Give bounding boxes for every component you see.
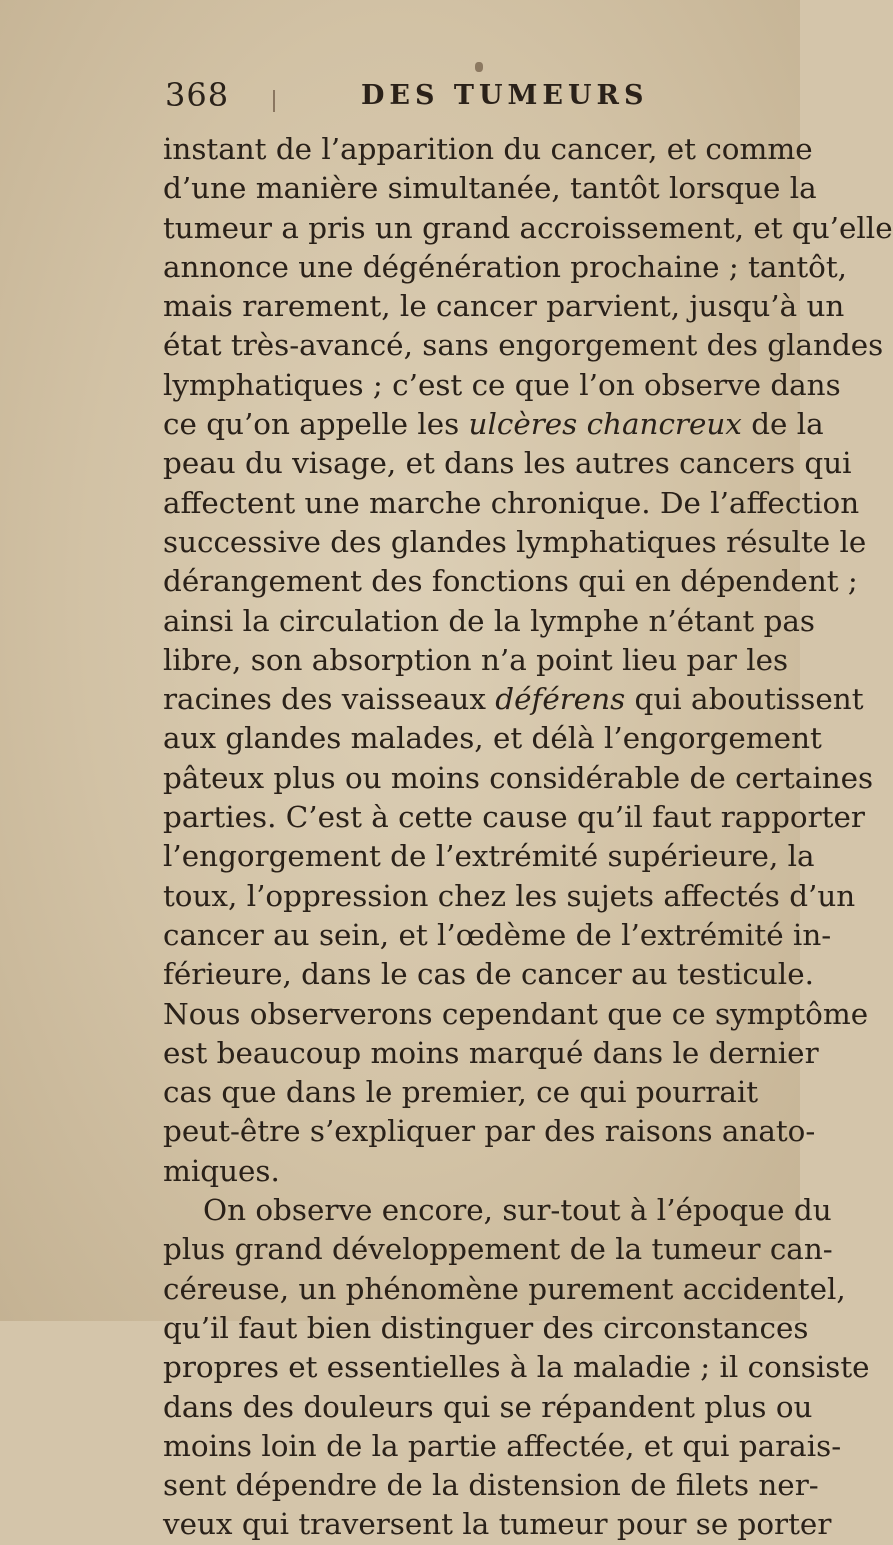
running-title: DES TUMEURS (361, 80, 649, 111)
text-line: ainsi la circulation de la lymphe n’étant pas (163, 603, 816, 638)
page-header (165, 76, 755, 122)
text-line (163, 405, 824, 444)
header-divider (273, 90, 275, 112)
page-number: 368 (165, 76, 230, 114)
text-fragment: ce qu’on appelle les (163, 407, 469, 442)
body-text (163, 130, 893, 1545)
text-line: état très-avancé, sans engorgement des glandes (163, 328, 884, 363)
text-line: parties. C’est à cette cause qu’il faut rapporter (163, 800, 865, 835)
text-line: férieure, dans le cas de cancer au testicule. (163, 957, 814, 992)
text-line: céreuse, un phénomène purement accidentel, (163, 1271, 846, 1306)
text-line: Nous observerons cependant que ce symptôme (163, 996, 869, 1031)
text-line: dans des douleurs qui se répandent plus ou (163, 1389, 813, 1424)
text-line: moins loin de la partie affectée, et qui parais- (163, 1428, 842, 1463)
text-fragment: de la (741, 407, 824, 442)
text-line: peut-être s’expliquer par des raisons anato- (163, 1114, 816, 1149)
text-line (163, 680, 864, 719)
text-line: On observe encore, sur-tout à l’époque du (203, 1193, 832, 1228)
text-line: instant de l’apparition du cancer, et comme (163, 132, 813, 166)
text-fragment: racines des vaisseaux (163, 682, 496, 717)
text-fragment: qui aboutissent (625, 682, 864, 717)
text-line: aux glandes malades, et délà l’engorgement (163, 721, 822, 756)
text-line: propres et essentielles à la maladie ; il consiste (163, 1350, 870, 1385)
text-line: qu’il faut bien distinguer des circonstances (163, 1310, 809, 1345)
text-line: lymphatiques ; c’est ce que l’on observe dans (163, 367, 841, 402)
text-line: annonce une dégénération prochaine ; tantôt, (163, 249, 847, 284)
text-line: plus grand développement de la tumeur can- (163, 1232, 833, 1267)
ink-speck (475, 62, 483, 72)
text-line: d’une manière simultanée, tantôt lorsque la (163, 171, 817, 206)
text-line: cancer au sein, et l’œdème de l’extrémité in- (163, 917, 832, 952)
text-line: peau du visage, et dans les autres cancers qui (163, 446, 852, 481)
italic-term: ulcères chancreux (468, 407, 742, 442)
text-line: est beaucoup moins marqué dans le dernier (163, 1035, 819, 1070)
text-line: dérangement des fonctions qui en dépendent ; (163, 564, 858, 599)
text-line: mais rarement, le cancer parvient, jusqu’à un (163, 289, 845, 324)
text-line: sent dépendre de la distension de filets ner- (163, 1468, 819, 1503)
text-line: affectent une marche chronique. De l’affection (163, 485, 860, 520)
text-line: libre, son absorption n’a point lieu par les (163, 642, 789, 677)
text-line: cas que dans le premier, ce qui pourrait (163, 1075, 759, 1110)
text-line: pâteux plus ou moins considérable de certaines (163, 760, 874, 795)
text-line: successive des glandes lymphatiques résulte le (163, 524, 867, 559)
text-line: toux, l’oppression chez les sujets affectés d’un (163, 878, 856, 913)
text-line: miques. (163, 1153, 280, 1188)
text-line: veux qui traversent la tumeur pour se porter (163, 1507, 832, 1542)
text-line: tumeur a pris un grand accroissement, et qu’elle (163, 210, 893, 245)
italic-term: déférens (495, 682, 626, 717)
text-line: l’engorgement de l’extrémité supérieure, la (163, 839, 815, 874)
